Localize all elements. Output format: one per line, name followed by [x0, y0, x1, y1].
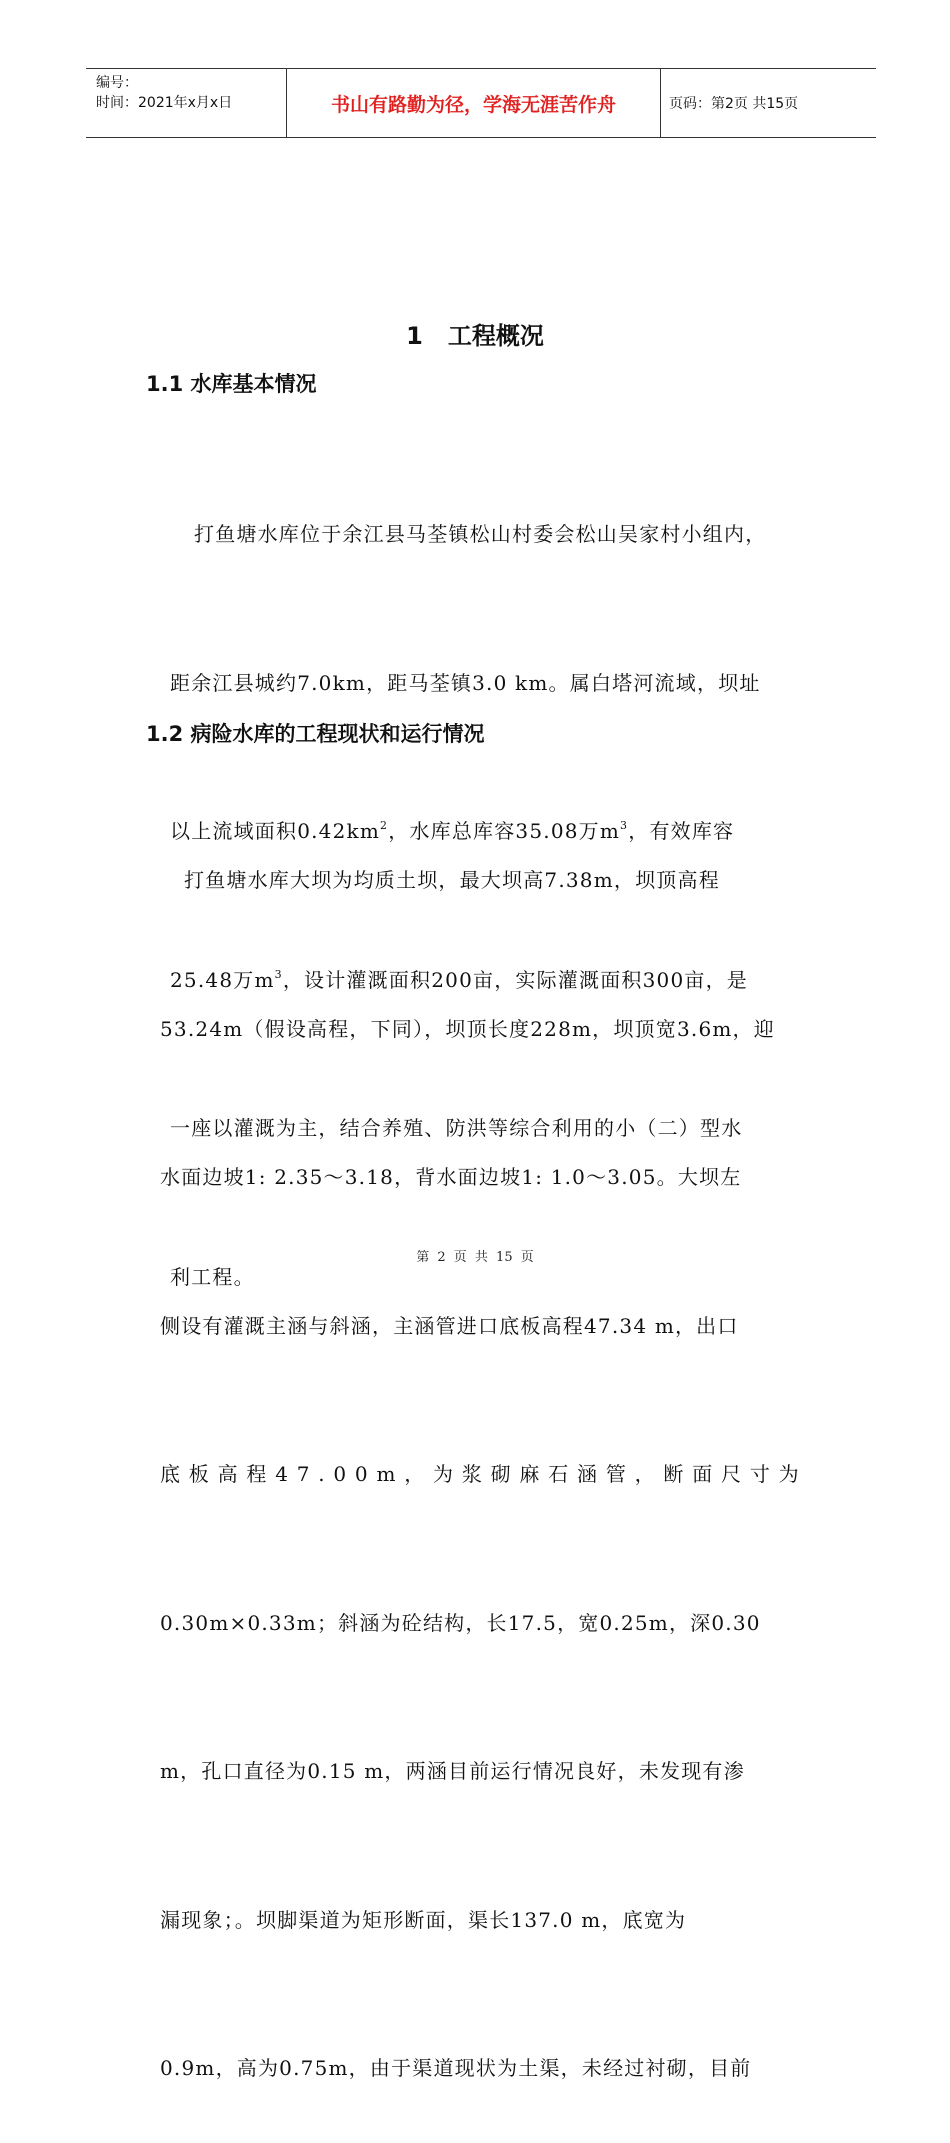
paragraph-line: 打鱼塘水库位于余江县马荃镇松山村委会松山吴家村小组内， — [194, 522, 767, 546]
paragraph-line: 距余江县城约7.0km，距马荃镇3.0 km。属白塔河流域，坝址 — [170, 670, 761, 695]
header-meta — [86, 69, 287, 137]
paragraph-line: 0.30m×0.33m；斜涵为砼结构，长17.5，宽0.25m，深0.30 — [160, 1610, 761, 1635]
paragraph-line: 漏现象；。坝脚渠道为矩形断面，渠长137.0 m，底宽为 — [160, 1907, 687, 1932]
section-1-2-body — [160, 757, 820, 2143]
header-page-info: 页码：第2页 共15页 — [669, 96, 799, 112]
paragraph-line: 以上流域面积$0.42km^2$，水库总库容35.08万$m^3$，有效库容 — [170, 819, 735, 843]
paragraph-line: 25.48万$m^3$，设计灌溉面积200亩，实际灌溉面积300亩，是 — [170, 967, 748, 992]
paragraph-line: m，孔口直径为0.15 m，两涵目前运行情况良好，未发现有渗 — [160, 1759, 745, 1783]
section-title-1-2: 1.2 病险水库的工程现状和运行情况 — [146, 722, 485, 746]
document-time-label: 时间：2021年x月x日 — [96, 95, 233, 111]
paragraph-line: 一座以灌溉为主，结合养殖、防洪等综合利用的小（二）型水 — [170, 1116, 743, 1140]
paragraph-line: 利工程。 — [170, 1264, 255, 1289]
section-title-1-1: 1.1 水库基本情况 — [146, 372, 317, 396]
paragraph-line: 0.9m，高为0.75m，由于渠道现状为土渠，未经过衬砌，目前 — [160, 2056, 752, 2080]
chapter-title: 1 工程概况 — [406, 322, 544, 350]
paragraph-line: 底板高程47.00m，为浆砌麻石涵管，断面尺寸为 — [160, 1462, 808, 1486]
paragraph-line: 53.24m（假设高程，下同），坝顶长度228m，坝顶宽3.6m，迎 — [160, 1016, 775, 1041]
page-footer: 第 2 页 共 15 页 — [416, 1250, 534, 1265]
paragraph-line: 水面边坡1: 2.35～3.18，背水面边坡1: 1.0～3.05。大坝左 — [160, 1165, 742, 1189]
page-header — [86, 68, 876, 138]
document-number-label: 编号： — [96, 75, 138, 91]
header-motto: 书山有路勤为径，学海无涯苦作舟 — [287, 69, 661, 137]
paragraph-line: 打鱼塘水库大坝为均质土坝，最大坝高7.38m，坝顶高程 — [184, 868, 720, 892]
paragraph-line: 侧设有灌溉主涵与斜涵，主涵管进口底板高程47.34 m，出口 — [160, 1313, 739, 1338]
